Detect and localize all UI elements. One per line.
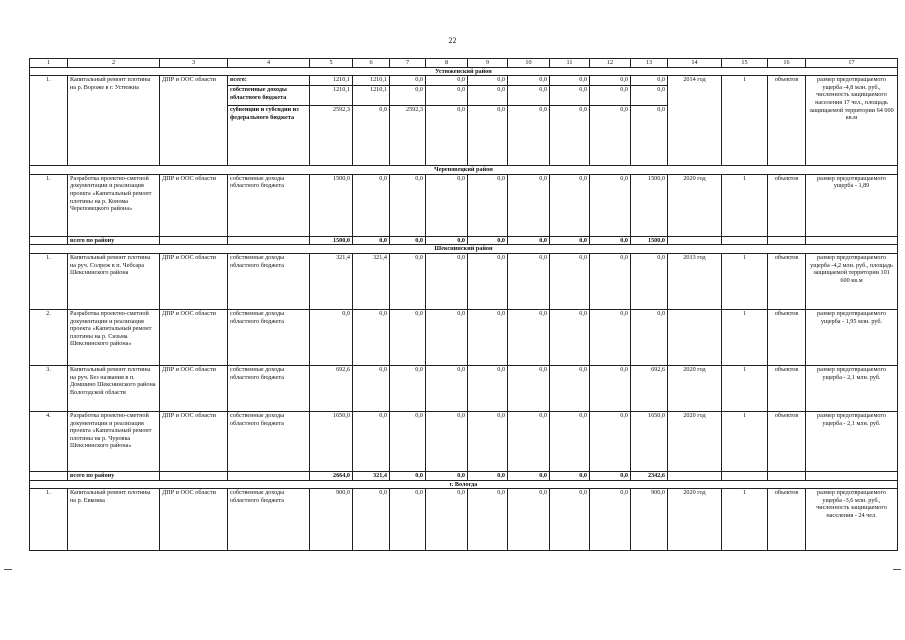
amount-cell: 0,0 — [631, 76, 668, 86]
expected-result: размер предотвращаемого ущерба - 2,1 млн. руб. — [806, 411, 898, 471]
amount-cell: 0,0 — [590, 411, 631, 471]
funding-source: собственные доходы областного бюджета — [228, 411, 310, 471]
amount-cell: 0,0 — [468, 411, 508, 471]
section-title: Череповецкий район — [30, 166, 898, 175]
funding-source: собственные доходы областного бюджета — [228, 489, 310, 551]
amount-cell: 0,0 — [468, 86, 508, 106]
amount-cell: 0,0 — [390, 365, 426, 411]
amount-cell: 2592,3 — [390, 106, 426, 166]
table-row — [30, 174, 898, 236]
unit: объектов — [768, 253, 806, 309]
unit: объектов — [768, 76, 806, 166]
completion-year: 2020 год — [668, 365, 722, 411]
amount-cell: 0,0 — [426, 106, 468, 166]
column-number: 12 — [590, 59, 631, 68]
amount-cell: 0,0 — [468, 489, 508, 551]
unit: объектов — [768, 309, 806, 365]
section-title: Шекснинский район — [30, 245, 898, 254]
executor: ДПР и ООС области — [160, 365, 228, 411]
total-amount: 2342,6 — [631, 471, 668, 480]
total-amount: 0,0 — [426, 471, 468, 480]
event-name: Разработка проектно-сметной документации и реализация проекта «Капитальный ремонт плотины на р. Сизьма Шекснинского района» — [68, 309, 160, 365]
quantity: 1 — [722, 253, 768, 309]
table-row — [30, 76, 898, 86]
total-amount: 0,0 — [550, 471, 590, 480]
event-name: Капитальный ремонт плотины на руч. Без названия в п. Домшино Шекснинского района Вологодской области — [68, 365, 160, 411]
funding-source: собственные доходы областного бюджета — [228, 86, 310, 106]
column-number: 2 — [68, 59, 160, 68]
total-label: всего по району — [68, 236, 160, 245]
executor: ДПР и ООС области — [160, 76, 228, 166]
unit: объектов — [768, 489, 806, 551]
column-number: 6 — [353, 59, 390, 68]
amount-cell: 0,0 — [390, 174, 426, 236]
column-number: 8 — [426, 59, 468, 68]
amount-cell: 0,0 — [426, 489, 468, 551]
amount-cell: 0,0 — [550, 309, 590, 365]
amount-cell: 0,0 — [426, 76, 468, 86]
total-amount: 0,0 — [590, 236, 631, 245]
unit: объектов — [768, 174, 806, 236]
funding-source: собственные доходы областного бюджета — [228, 365, 310, 411]
total-amount: 0,0 — [508, 471, 550, 480]
amount-cell: 0,0 — [590, 86, 631, 106]
total-amount: 0,0 — [590, 471, 631, 480]
amount-cell: 0,0 — [353, 106, 390, 166]
amount-cell: 0,0 — [426, 253, 468, 309]
total-amount: 2664,0 — [310, 471, 353, 480]
amount-cell: 0,0 — [390, 253, 426, 309]
margin-mark — [893, 569, 901, 570]
amount-cell: 0,0 — [508, 309, 550, 365]
amount-cell: 1650,0 — [310, 411, 353, 471]
amount-cell: 0,0 — [508, 106, 550, 166]
total-amount: 1500,0 — [631, 236, 668, 245]
amount-cell: 0,0 — [550, 76, 590, 86]
amount-cell: 0,0 — [631, 309, 668, 365]
expected-result: размер предотвращаемого ущерба -3,6 млн. руб., численность защищаемого населения - 24 чел. — [806, 489, 898, 551]
total-row — [30, 236, 898, 245]
expected-result: размер предотвращаемого ущерба - 1,95 млн. руб. — [806, 309, 898, 365]
amount-cell: 0,0 — [508, 76, 550, 86]
amount-cell: 0,0 — [550, 365, 590, 411]
total-row — [30, 471, 898, 480]
amount-cell: 0,0 — [590, 174, 631, 236]
section-title: Устюженский район — [30, 67, 898, 76]
unit: объектов — [768, 411, 806, 471]
amount-cell: 0,0 — [590, 253, 631, 309]
amount-cell: 0,0 — [550, 106, 590, 166]
executor: ДПР и ООС области — [160, 174, 228, 236]
amount-cell: 0,0 — [426, 174, 468, 236]
amount-cell: 0,0 — [508, 489, 550, 551]
margin-mark — [4, 569, 12, 570]
amount-cell: 0,0 — [426, 309, 468, 365]
amount-cell: 0,0 — [468, 365, 508, 411]
expected-result: размер предотвращаемого ущерба -4,2 млн. руб., площадь защищаемой территории 101 600 кв.м — [806, 253, 898, 309]
quantity: 1 — [722, 309, 768, 365]
event-name: Капитальный ремонт плотины на руч. Солреж в п. Чебсара Шекснинского района — [68, 253, 160, 309]
completion-year: 2013 год — [668, 253, 722, 309]
column-number: 10 — [508, 59, 550, 68]
executor: ДПР и ООС области — [160, 253, 228, 309]
amount-cell: 900,0 — [631, 489, 668, 551]
amount-cell: 0,0 — [468, 174, 508, 236]
amount-cell: 0,0 — [468, 309, 508, 365]
row-number: 1. — [30, 489, 68, 551]
table-row — [30, 253, 898, 309]
column-number: 16 — [768, 59, 806, 68]
page-number: 22 — [448, 36, 457, 45]
unit: объектов — [768, 365, 806, 411]
column-number: 14 — [668, 59, 722, 68]
amount-cell: 0,0 — [508, 86, 550, 106]
section-title: г. Вологда — [30, 480, 898, 489]
total-amount: 1500,0 — [310, 236, 353, 245]
amount-cell: 0,0 — [590, 365, 631, 411]
executor: ДПР и ООС области — [160, 309, 228, 365]
amount-cell: 1210,1 — [310, 76, 353, 86]
funding-source: собственные доходы областного бюджета — [228, 253, 310, 309]
amount-cell: 0,0 — [631, 106, 668, 166]
amount-cell: 0,0 — [550, 489, 590, 551]
column-number: 11 — [550, 59, 590, 68]
amount-cell: 0,0 — [390, 411, 426, 471]
row-number: 1. — [30, 253, 68, 309]
amount-cell: 0,0 — [426, 411, 468, 471]
amount-cell: 0,0 — [390, 86, 426, 106]
amount-cell: 0,0 — [590, 489, 631, 551]
amount-cell: 0,0 — [508, 365, 550, 411]
amount-cell: 0,0 — [631, 86, 668, 106]
amount-cell: 0,0 — [631, 253, 668, 309]
row-number: 1. — [30, 76, 68, 166]
amount-cell: 0,0 — [390, 76, 426, 86]
amount-cell: 1650,0 — [631, 411, 668, 471]
amount-cell: 692,6 — [631, 365, 668, 411]
amount-cell: 0,0 — [590, 309, 631, 365]
amount-cell: 0,0 — [353, 174, 390, 236]
amount-cell: 0,0 — [468, 76, 508, 86]
quantity: 1 — [722, 76, 768, 166]
amount-cell: 0,0 — [426, 365, 468, 411]
row-number: 2. — [30, 309, 68, 365]
row-number: 3. — [30, 365, 68, 411]
event-name: Разработка проектно-сметной документации и реализация проекта «Капитальный ремонт плотины на р. Чуровка Шекснинского района» — [68, 411, 160, 471]
total-amount: 0,0 — [550, 236, 590, 245]
funding-source: субвенции и субсидии из федерального бюджета — [228, 106, 310, 166]
amount-cell: 1500,0 — [631, 174, 668, 236]
amount-cell: 2592,3 — [310, 106, 353, 166]
table-row — [30, 365, 898, 411]
amount-cell: 0,0 — [390, 489, 426, 551]
column-number: 4 — [228, 59, 310, 68]
completion-year: 2020 год — [668, 489, 722, 551]
column-number: 3 — [160, 59, 228, 68]
quantity: 1 — [722, 411, 768, 471]
total-amount: 0,0 — [353, 236, 390, 245]
expected-result: размер предотвращаемого ущерба -4,8 млн. руб., численность защищаемого населения 17 чел., площадь защищаемой территории 64 000 кв.м — [806, 76, 898, 166]
amount-cell: 692,6 — [310, 365, 353, 411]
amount-cell: 0,0 — [353, 309, 390, 365]
amount-cell: 0,0 — [353, 489, 390, 551]
column-number: 9 — [468, 59, 508, 68]
quantity: 1 — [722, 174, 768, 236]
quantity: 1 — [722, 489, 768, 551]
row-number: 1. — [30, 174, 68, 236]
amount-cell: 321,4 — [310, 253, 353, 309]
amount-cell: 1210,1 — [353, 76, 390, 86]
amount-cell: 0,0 — [310, 309, 353, 365]
program-table — [29, 58, 898, 551]
column-number: 1 — [30, 59, 68, 68]
amount-cell: 0,0 — [508, 253, 550, 309]
column-number: 13 — [631, 59, 668, 68]
amount-cell: 0,0 — [508, 411, 550, 471]
event-name: Капитальный ремонт плотины на р. Евковка — [68, 489, 160, 551]
completion-year: 2020 год — [668, 174, 722, 236]
amount-cell: 1210,1 — [310, 86, 353, 106]
total-amount: 0,0 — [468, 236, 508, 245]
completion-year — [668, 309, 722, 365]
amount-cell: 321,4 — [353, 253, 390, 309]
amount-cell: 1210,1 — [353, 86, 390, 106]
completion-year: 2014 год — [668, 76, 722, 166]
table-row — [30, 489, 898, 551]
amount-cell: 1500,0 — [310, 174, 353, 236]
amount-cell: 0,0 — [550, 411, 590, 471]
column-number: 17 — [806, 59, 898, 68]
column-number: 15 — [722, 59, 768, 68]
quantity: 1 — [722, 365, 768, 411]
expected-result: размер предотвращаемого ущерба - 1,89 — [806, 174, 898, 236]
amount-cell: 0,0 — [468, 106, 508, 166]
row-number: 4. — [30, 411, 68, 471]
total-amount: 0,0 — [468, 471, 508, 480]
total-amount: 0,0 — [426, 236, 468, 245]
amount-cell: 900,0 — [310, 489, 353, 551]
total-label: всего по району — [68, 471, 160, 480]
total-amount: 0,0 — [390, 471, 426, 480]
amount-cell: 0,0 — [550, 253, 590, 309]
table-row — [30, 411, 898, 471]
amount-cell: 0,0 — [390, 309, 426, 365]
funding-source: всего: — [228, 76, 310, 86]
column-number: 7 — [390, 59, 426, 68]
amount-cell: 0,0 — [426, 86, 468, 106]
total-amount: 0,0 — [390, 236, 426, 245]
executor: ДПР и ООС области — [160, 411, 228, 471]
executor: ДПР и ООС области — [160, 489, 228, 551]
amount-cell: 0,0 — [550, 86, 590, 106]
amount-cell: 0,0 — [590, 106, 631, 166]
event-name: Разработка проектно-сметной документации и реализация проекта «Капитальный ремонт плотины на р. Конома Череповецкого района» — [68, 174, 160, 236]
amount-cell: 0,0 — [353, 411, 390, 471]
event-name: Капитальный ремонт плотины на р. Вороже в г. Устюжна — [68, 76, 160, 166]
completion-year: 2020 год — [668, 411, 722, 471]
funding-source: собственные доходы областного бюджета — [228, 309, 310, 365]
column-number-row — [30, 59, 898, 68]
table-row — [30, 309, 898, 365]
amount-cell: 0,0 — [468, 253, 508, 309]
amount-cell: 0,0 — [353, 365, 390, 411]
amount-cell: 0,0 — [508, 174, 550, 236]
column-number: 5 — [310, 59, 353, 68]
amount-cell: 0,0 — [550, 174, 590, 236]
total-amount: 0,0 — [508, 236, 550, 245]
funding-source: собственные доходы областного бюджета — [228, 174, 310, 236]
expected-result: размер предотвращаемого ущерба - 2,1 млн. руб. — [806, 365, 898, 411]
amount-cell: 0,0 — [590, 76, 631, 86]
total-amount: 321,4 — [353, 471, 390, 480]
